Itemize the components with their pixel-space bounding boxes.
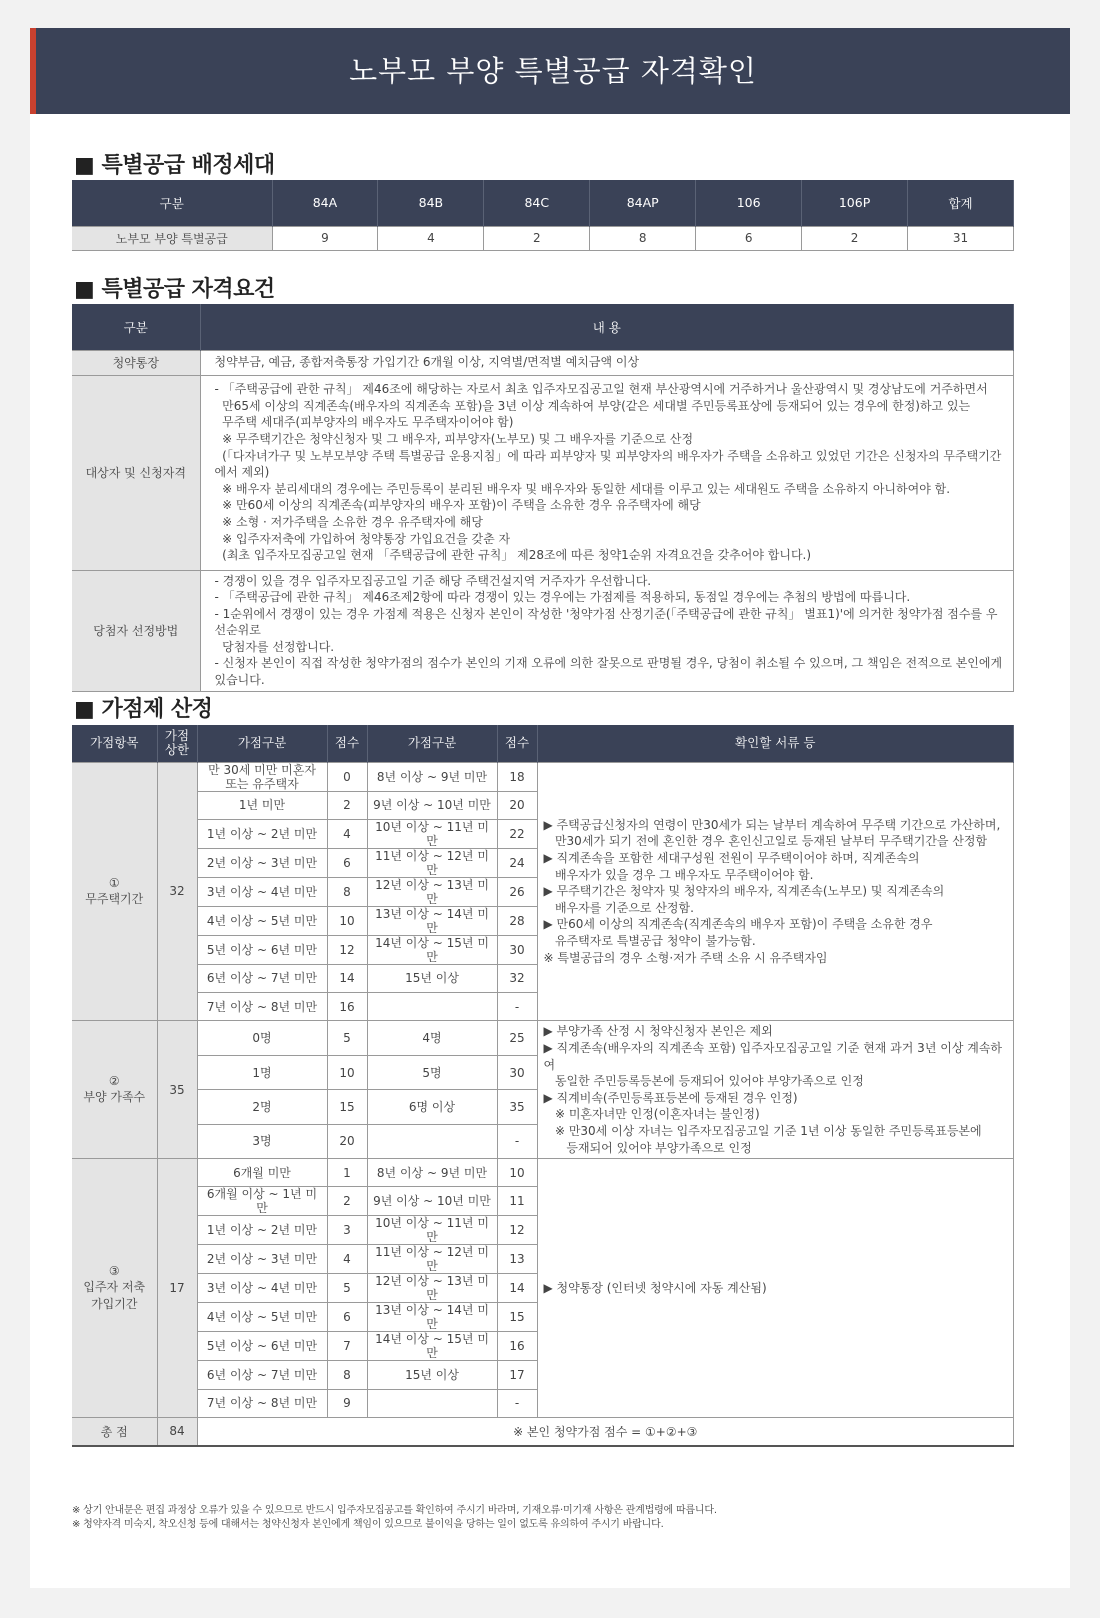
score-cell: 10년 이상 ~ 11년 미만 — [367, 819, 497, 848]
table-header: 가점구분 — [367, 725, 497, 762]
score-cell: 2년 이상 ~ 3년 미만 — [197, 848, 327, 877]
doc-line: ▶ 무주택기간은 청약자 및 청약자의 배우자, 직계존속(노부모) 및 직계존속의 — [543, 884, 945, 899]
score-cell: 35 — [497, 1090, 537, 1124]
score-cell: 15년 이상 — [367, 1361, 497, 1389]
score-docs — [537, 1021, 1014, 1159]
content-line: - 「주택공급에 관한 규칙」 제46조제2항에 따라 경쟁이 있는 경우에는 가점제를 적용하되, 동점일 경우에는 추첨의 방법에 따릅니다. — [214, 590, 911, 605]
score-cell: 15년 이상 — [367, 964, 497, 992]
table-header: 점수 — [327, 725, 367, 762]
score-cell: 11년 이상 ~ 12년 미만 — [367, 1245, 497, 1274]
row-content — [200, 375, 1014, 570]
row-content — [200, 350, 1014, 375]
content-line: - 경쟁이 있을 경우 입주자모집공고일 기준 해당 주택건설지역 거주자가 우선합니다. — [214, 573, 652, 588]
table-header: 106P — [802, 180, 908, 226]
doc-line: ▶ 만60세 이상의 직계존속(직계존속의 배우자 포함)이 주택을 소유한 경우 — [543, 917, 933, 932]
score-cell: 8년 이상 ~ 9년 미만 — [367, 762, 497, 791]
score-cell: 3 — [327, 1216, 367, 1245]
score-cell: 10 — [497, 1159, 537, 1187]
score-cell: 4년 이상 ~ 5년 미만 — [197, 1303, 327, 1332]
score-cell: 4년 이상 ~ 5년 미만 — [197, 906, 327, 935]
doc-line: ▶ 청약통장 (인터넷 청약시에 자동 계산됨) — [543, 1280, 767, 1295]
score-cell: 14 — [327, 964, 367, 992]
score-cell: - — [497, 1124, 537, 1158]
section-title-scoring: ■ 가점제 산정 — [74, 697, 213, 722]
score-cell: 2 — [327, 1187, 367, 1216]
score-max: 35 — [157, 1021, 197, 1159]
table-row — [72, 1021, 1014, 1055]
score-cell: 20 — [327, 1124, 367, 1158]
row-content — [200, 570, 1014, 691]
score-docs — [537, 1159, 1014, 1418]
score-cell: 6명 이상 — [367, 1090, 497, 1124]
item-line: ① — [108, 875, 120, 890]
doc-line: 유주택자로 특별공급 청약이 불가능함. — [543, 933, 756, 948]
item-line: 가입기간 — [91, 1297, 138, 1312]
content-line: 당첨자를 선정합니다. — [214, 639, 335, 654]
score-cell: 14 — [497, 1274, 537, 1303]
score-cell: 6년 이상 ~ 7년 미만 — [197, 964, 327, 992]
table-header: 84C — [484, 180, 590, 226]
item-line: 무주택기간 — [85, 891, 144, 906]
doc-line: ▶ 주택공급신청자의 연령이 만30세가 되는 날부터 계속하여 무주택 기간으로 가산하며, — [543, 817, 1001, 832]
table-header: 확인할 서류 등 — [537, 725, 1014, 762]
score-cell: 1명 — [197, 1055, 327, 1089]
score-cell: 11 — [497, 1187, 537, 1216]
score-cell: 10년 이상 ~ 11년 미만 — [367, 1216, 497, 1245]
doc-line: ▶ 직계존속(배우자의 직계존속 포함) 입주자모집공고일 기준 현재 과거 3년 이상 계속하여 — [543, 1040, 1003, 1072]
score-cell: 12 — [327, 935, 367, 964]
score-cell: 13년 이상 ~ 14년 미만 — [367, 1303, 497, 1332]
score-cell: 4 — [327, 1245, 367, 1274]
score-cell: 6개월 이상 ~ 1년 미만 — [197, 1187, 327, 1216]
score-cell — [367, 1389, 497, 1417]
score-cell: 5 — [327, 1274, 367, 1303]
header-category: 구분 — [72, 304, 200, 350]
content-line: 청약부금, 예금, 종합저축통장 가입기간 6개월 이상, 지역별/면적별 예치금액 이상 — [214, 355, 640, 370]
allocation-table — [72, 180, 1014, 251]
table-header: 점수 — [497, 725, 537, 762]
score-cell: 30 — [497, 1055, 537, 1089]
row-label: 대상자 및 신청자격 — [72, 375, 200, 570]
score-cell: 12년 이상 ~ 13년 미만 — [367, 1274, 497, 1303]
item-line: ③ — [108, 1264, 120, 1279]
page-title: 노부모 부양 특별공급 자격확인 — [30, 28, 1070, 114]
footnote: ※ 상기 안내문은 편집 과정상 오류가 있을 수 있으므로 반드시 입주자모집공고를 확인하여 주시기 바라며, 기재오류·미기재 사항은 관계법령에 따릅니다. — [72, 1505, 717, 1516]
table-cell: 4 — [378, 226, 484, 250]
table-cell: 2 — [484, 226, 590, 250]
score-cell: 10 — [327, 1055, 367, 1089]
score-cell — [367, 993, 497, 1021]
score-cell: 7 — [327, 1332, 367, 1361]
content-line: (「다자녀가구 및 노부모부양 주택 특별공급 운용지침」에 따라 피부양자 및 피부양자의 배우자가 주택을 소유하고 있었던 기간은 신청자의 무주택기간에서 제외) — [214, 448, 1002, 480]
table-cell: 2 — [802, 226, 908, 250]
table-header: 106 — [696, 180, 802, 226]
table-row — [72, 762, 1014, 791]
content-line: ※ 배우자 분리세대의 경우에는 주민등록이 분리된 배우자 및 배우자와 동일한 세대를 이루고 있는 세대원도 주택을 소유하지 아니하여야 함. — [214, 481, 951, 496]
doc-line: ※ 만30세 이상 자녀는 입주자모집공고일 기준 1년 이상 동일한 주민등록표등본에 — [543, 1123, 982, 1138]
total-label: 총 점 — [72, 1418, 157, 1446]
score-cell: 9 — [327, 1389, 367, 1417]
score-item — [72, 1021, 157, 1159]
doc-line: ※ 미혼자녀만 인정(이혼자녀는 불인정) — [543, 1107, 760, 1122]
score-cell: 0명 — [197, 1021, 327, 1055]
content-line: - 신청자 본인이 직접 작성한 청약가점의 점수가 본인의 기재 오류에 의한 잘못으로 판명될 경우, 당첨이 취소될 수 있으며, 그 책임은 전적으로 본인에게 있습니다. — [214, 656, 1006, 688]
section-title-requirements: ■ 특별공급 자격요건 — [74, 277, 275, 302]
table-cell: 6 — [696, 226, 802, 250]
score-cell: 9년 이상 ~ 10년 미만 — [367, 791, 497, 819]
doc-line: 배우자를 기준으로 산정함. — [543, 900, 694, 915]
score-cell: 10 — [327, 906, 367, 935]
doc-line: 동일한 주민등록등본에 등재되어 있어야 부양가족으로 인정 — [543, 1074, 864, 1089]
score-cell: 12년 이상 ~ 13년 미만 — [367, 877, 497, 906]
score-cell: 6 — [327, 848, 367, 877]
table-row — [72, 350, 1014, 375]
score-cell: 4명 — [367, 1021, 497, 1055]
row-label: 노부모 부양 특별공급 — [72, 226, 272, 250]
score-cell — [367, 1124, 497, 1158]
score-cell: 7년 이상 ~ 8년 미만 — [197, 993, 327, 1021]
content-line: ※ 만60세 이상의 직계존속(피부양자의 배우자 포함)이 주택을 소유한 경우 유주택자에 해당 — [214, 498, 701, 513]
table-header: 84AP — [590, 180, 696, 226]
doc-line: ※ 특별공급의 경우 소형·저가 주택 소유 시 유주택자임 — [543, 950, 828, 965]
score-cell: 12 — [497, 1216, 537, 1245]
score-cell: - — [497, 1389, 537, 1417]
score-cell: 3년 이상 ~ 4년 미만 — [197, 1274, 327, 1303]
requirements-table — [72, 304, 1014, 692]
score-cell: 6개월 미만 — [197, 1159, 327, 1187]
doc-line: 등재되어 있어야 부양가족으로 인정 — [543, 1140, 752, 1155]
table-cell: 9 — [272, 226, 378, 250]
table-header: 합계 — [908, 180, 1014, 226]
page — [30, 28, 1070, 1588]
score-cell: 8 — [327, 877, 367, 906]
table-header: 84B — [378, 180, 484, 226]
score-docs — [537, 762, 1014, 1021]
doc-line: ▶ 부양가족 산정 시 청약신청자 본인은 제외 — [543, 1024, 773, 1039]
content-line: ※ 무주택기간은 청약신청자 및 그 배우자, 피부양자(노부모) 및 그 배우자를 기준으로 산정 — [214, 432, 694, 447]
total-row — [72, 1418, 1014, 1446]
score-cell: 22 — [497, 819, 537, 848]
table-row — [72, 375, 1014, 570]
score-cell: 11년 이상 ~ 12년 미만 — [367, 848, 497, 877]
content-line: - 1순위에서 경쟁이 있는 경우 가점제 적용은 신청자 본인이 작성한 '청약가점 산정기준(「주택공급에 관한 규칙」 별표1)'에 의거한 청약가점 점수를 우선순위로 — [214, 606, 998, 638]
table-cell: 8 — [590, 226, 696, 250]
doc-line: ▶ 직계존속을 포함한 세대구성원 전원이 무주택이어야 하며, 직계존속의 — [543, 850, 920, 865]
score-cell: 5년 이상 ~ 6년 미만 — [197, 1332, 327, 1361]
doc-line: ▶ 직계비속(주민등록표등본에 등재된 경우 인정) — [543, 1090, 798, 1105]
footnote: ※ 청약자격 미숙지, 착오신청 등에 대해서는 청약신청자 본인에게 책임이 있으므로 불이익을 당하는 일이 없도록 유의하여 주시기 바랍니다. — [72, 1519, 664, 1530]
score-cell: 만 30세 미만 미혼자 또는 유주택자 — [197, 762, 327, 791]
score-item — [72, 1159, 157, 1418]
score-cell: 24 — [497, 848, 537, 877]
content-line: - 「주택공급에 관한 규칙」 제46조에 해당하는 자로서 최초 입주자모집공고일 현재 부산광역시에 거주하거나 울산광역시 및 경상남도에 거주하면서 — [214, 382, 988, 397]
score-cell: 6 — [327, 1303, 367, 1332]
score-cell: 5명 — [367, 1055, 497, 1089]
score-cell: 6년 이상 ~ 7년 미만 — [197, 1361, 327, 1389]
row-label: 청약통장 — [72, 350, 200, 375]
total-value: 84 — [157, 1418, 197, 1446]
score-cell: 3명 — [197, 1124, 327, 1158]
score-cell: 14년 이상 ~ 15년 미만 — [367, 935, 497, 964]
score-cell: 0 — [327, 762, 367, 791]
score-cell: 13년 이상 ~ 14년 미만 — [367, 906, 497, 935]
table-header: 구분 — [72, 180, 272, 226]
table-header: 84A — [272, 180, 378, 226]
score-cell: 2명 — [197, 1090, 327, 1124]
header-content: 내 용 — [200, 304, 1014, 350]
content-line: ※ 입주자저축에 가입하여 청약통장 가입요건을 갖춘 자 — [214, 531, 511, 546]
score-cell: 8년 이상 ~ 9년 미만 — [367, 1159, 497, 1187]
table-header: 가점구분 — [197, 725, 327, 762]
score-cell: 28 — [497, 906, 537, 935]
score-cell: 8 — [327, 1361, 367, 1389]
table-header: 가점 상한 — [157, 725, 197, 762]
score-cell: 18 — [497, 762, 537, 791]
score-cell: 2 — [327, 791, 367, 819]
content-line: (최초 입주자모집공고일 현재 「주택공급에 관한 규칙」 제28조에 따른 청약1순위 자격요건을 갖추어야 합니다.) — [214, 548, 812, 563]
content-line: 무주택 세대주(피부양자의 배우자도 무주택자이어야 함) — [214, 415, 514, 430]
score-cell: - — [497, 993, 537, 1021]
score-cell: 15 — [327, 1090, 367, 1124]
score-max: 32 — [157, 762, 197, 1021]
total-formula: ※ 본인 청약가점 점수 = ①+②+③ — [197, 1418, 1014, 1446]
score-cell: 3년 이상 ~ 4년 미만 — [197, 877, 327, 906]
score-cell: 5 — [327, 1021, 367, 1055]
score-cell: 4 — [327, 819, 367, 848]
score-cell: 20 — [497, 791, 537, 819]
score-cell: 32 — [497, 964, 537, 992]
score-cell: 1년 미만 — [197, 791, 327, 819]
score-cell: 1년 이상 ~ 2년 미만 — [197, 1216, 327, 1245]
score-cell: 2년 이상 ~ 3년 미만 — [197, 1245, 327, 1274]
score-cell: 9년 이상 ~ 10년 미만 — [367, 1187, 497, 1216]
doc-line: 만30세가 되기 전에 혼인한 경우 혼인신고일로 등재된 날부터 무주택기간을 산정함 — [543, 834, 988, 849]
table-row — [72, 570, 1014, 691]
row-label: 당첨자 선정방법 — [72, 570, 200, 691]
section-title-allocation: ■ 특별공급 배정세대 — [74, 153, 275, 178]
table-cell: 31 — [908, 226, 1014, 250]
score-cell: 1 — [327, 1159, 367, 1187]
score-cell: 30 — [497, 935, 537, 964]
table-header: 가점항목 — [72, 725, 157, 762]
score-cell: 5년 이상 ~ 6년 미만 — [197, 935, 327, 964]
score-cell: 16 — [497, 1332, 537, 1361]
doc-line: 배우자가 있을 경우 그 배우자도 무주택이어야 함. — [543, 867, 814, 882]
score-cell: 1년 이상 ~ 2년 미만 — [197, 819, 327, 848]
item-line: ② — [108, 1074, 120, 1089]
score-cell: 14년 이상 ~ 15년 미만 — [367, 1332, 497, 1361]
score-cell: 15 — [497, 1303, 537, 1332]
score-cell: 25 — [497, 1021, 537, 1055]
score-cell: 13 — [497, 1245, 537, 1274]
item-line: 입주자 저축 — [83, 1280, 146, 1295]
score-cell: 7년 이상 ~ 8년 미만 — [197, 1389, 327, 1417]
footnotes — [72, 1504, 717, 1532]
score-item — [72, 762, 157, 1021]
score-max: 17 — [157, 1159, 197, 1418]
score-cell: 17 — [497, 1361, 537, 1389]
score-cell: 16 — [327, 993, 367, 1021]
item-line: 부양 가족수 — [83, 1090, 146, 1105]
score-cell: 26 — [497, 877, 537, 906]
scoring-table — [72, 725, 1014, 1447]
content-line: 만65세 이상의 직계존속(배우자의 직계존속 포함)을 3년 이상 계속하여 부양(같은 세대별 주민등록표상에 등재되어 있는 경우에 한정)하고 있는 — [214, 398, 971, 413]
content-line: ※ 소형 · 저가주택을 소유한 경우 유주택자에 해당 — [214, 514, 483, 529]
table-row — [72, 1159, 1014, 1187]
